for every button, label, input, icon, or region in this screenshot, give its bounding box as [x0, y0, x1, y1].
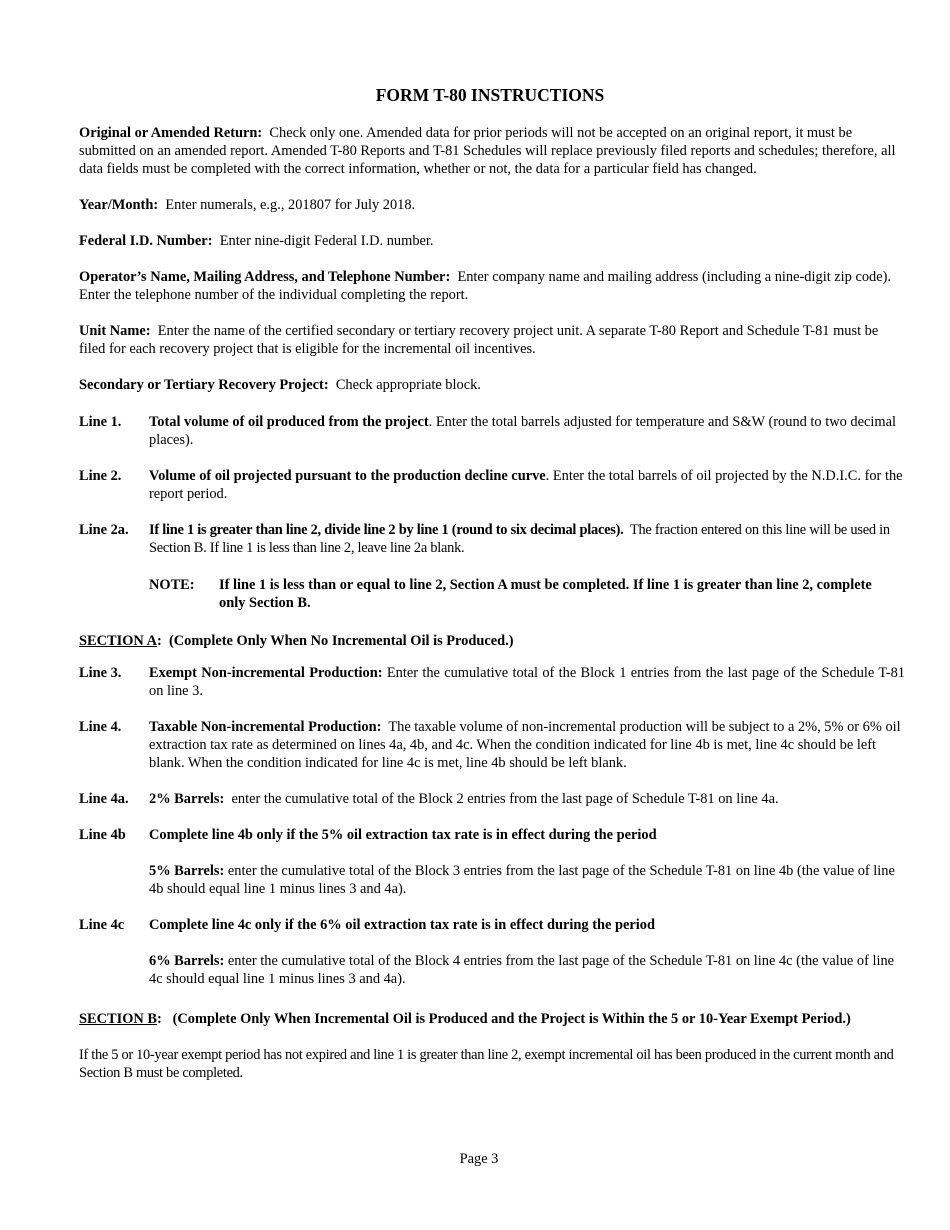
section-b-heading	[79, 1010, 905, 1028]
form-title: FORM T-80 INSTRUCTIONS	[375, 85, 605, 105]
section-a-colon: :	[156, 633, 162, 649]
line-2a-label: Line 2a.	[79, 522, 129, 538]
line-4a-text: enter the cumulative total of the Block 2 entries from the last page of Schedule T-81 on line 4a.	[231, 791, 779, 807]
line-3-body	[149, 664, 905, 700]
line-4-heading: Taxable Non-incremental Production:	[149, 719, 382, 735]
line-2a-body	[149, 521, 905, 557]
operator-paragraph	[79, 268, 905, 304]
unit-name-paragraph	[79, 322, 905, 358]
section-b-label: SECTION B	[79, 1011, 157, 1027]
original-amended-paragraph	[79, 124, 905, 178]
year-month-heading: Year/Month:	[79, 197, 159, 213]
line-4c-label: Line 4c	[79, 917, 125, 933]
section-b-colon: :	[156, 1011, 162, 1027]
year-month-paragraph	[79, 196, 905, 214]
line-3-heading: Exempt Non-incremental Production:	[149, 665, 383, 681]
federal-id-heading: Federal I.D. Number:	[79, 233, 213, 249]
recovery-project-heading: Secondary or Tertiary Recovery Project:	[79, 377, 329, 393]
page-number: Page 3	[459, 1151, 499, 1167]
line-4-label: Line 4.	[79, 719, 122, 735]
federal-id-paragraph	[79, 232, 905, 250]
line-4b-heading: Complete line 4b only if the 5% oil extraction tax rate is in effect during the period	[149, 827, 657, 843]
unit-name-text: Enter the name of the certified secondary or tertiary recovery project unit. A separate T-80 Report and Schedule T-81 must be filed for each recovery project that is eligible for the incremental oil incentives.	[79, 323, 879, 357]
note-label: NOTE:	[149, 577, 195, 593]
line-1-heading: Total volume of oil produced from the project	[149, 414, 429, 430]
line-4c-sub-body	[149, 952, 905, 988]
year-month-text: Enter numerals, e.g., 201807 for July 2018.	[165, 197, 416, 213]
section-b-body: If the 5 or 10-year exempt period has not expired and line 1 is greater than line 2, exempt incremental oil has been produced in the current month and Section B must be completed.	[79, 1047, 894, 1081]
recovery-project-paragraph	[79, 376, 905, 394]
section-a-heading	[79, 632, 905, 650]
line-4-text: The taxable volume of non-incremental production will be subject to a 2%, 5% or 6% oil extraction tax rate as determined on lines 4a, 4b, and 4c. When the condition indicated for line 4b is met, line 4c should be left blank. When the condition indicated for line 4c is met, line 4b should be left blank.	[149, 719, 901, 771]
operator-heading: Operator’s Name, Mailing Address, and Telephone Number:	[79, 269, 451, 285]
line-4c-heading: Complete line 4c only if the 6% oil extraction tax rate is in effect during the period	[149, 917, 655, 933]
line-4a-heading: 2% Barrels:	[149, 791, 225, 807]
section-a-label: SECTION A	[79, 633, 157, 649]
line-4b-sub-heading: 5% Barrels:	[149, 863, 225, 879]
line-3-text: Enter the cumulative total of the Block 1 entries from the last page of the Schedule T-81 on line 3.	[149, 665, 905, 699]
note-text: If line 1 is less than or equal to line 2, Section A must be completed. If line 1 is greater than line 2, complete only Section B.	[219, 577, 872, 611]
line-4c-sub-heading: 6% Barrels:	[149, 953, 225, 969]
line-4-body	[149, 718, 905, 772]
line-2-heading: Volume of oil projected pursuant to the production decline curve	[149, 468, 546, 484]
original-amended-heading: Original or Amended Return:	[79, 125, 263, 141]
line-4a-body	[149, 790, 905, 808]
line-2-text: . Enter the total barrels of oil projected by the N.D.I.C. for the report period.	[149, 468, 903, 502]
line-4b-sub-text: enter the cumulative total of the Block 3 entries from the last page of the Schedule T-81 on line 4b (the value of line 4b should equal line 1 minus lines 3 and 4a).	[149, 863, 895, 897]
line-2a-heading: If line 1 is greater than line 2, divide line 2 by line 1 (round to six decimal places).	[149, 522, 624, 538]
line-4b-sub-body	[149, 862, 905, 898]
line-3-label: Line 3.	[79, 665, 122, 681]
recovery-project-text: Check appropriate block.	[335, 377, 481, 393]
line-2-body	[149, 467, 905, 503]
federal-id-text: Enter nine-digit Federal I.D. number.	[219, 233, 434, 249]
line-4b-label: Line 4b	[79, 827, 126, 843]
line-4c-sub-text: enter the cumulative total of the Block 4 entries from the last page of the Schedule T-81 on line 4c (the value of line 4c should equal line 1 minus lines 3 and 4a).	[149, 953, 895, 987]
section-a-text: (Complete Only When No Incremental Oil is Produced.)	[168, 633, 514, 649]
unit-name-heading: Unit Name:	[79, 323, 151, 339]
line-1-text: . Enter the total barrels adjusted for temperature and S&W (round to two decimal places).	[149, 414, 896, 448]
line-2a-text: The fraction entered on this line will be used in Section B. If line 1 is less than line 2, leave line 2a blank.	[149, 522, 890, 556]
line-2-label: Line 2.	[79, 468, 122, 484]
line-1-body	[149, 413, 905, 449]
line-1-label: Line 1.	[79, 414, 122, 430]
section-b-text: (Complete Only When Incremental Oil is Produced and the Project is Within the 5 or 10-Year Exempt Period.)	[172, 1011, 851, 1027]
operator-text: Enter company name and mailing address (including a nine-digit zip code). Enter the telephone number of the individual completing the report.	[79, 269, 892, 303]
line-4a-label: Line 4a.	[79, 791, 129, 807]
original-amended-text: Check only one. Amended data for prior periods will not be accepted on an original report, it must be submitted on an amended report. Amended T-80 Reports and T-81 Schedules will replace previously filed reports and schedules; therefore, all data fields must be completed with the correct information, whether or not, the data for a particular field has changed.	[79, 125, 896, 177]
